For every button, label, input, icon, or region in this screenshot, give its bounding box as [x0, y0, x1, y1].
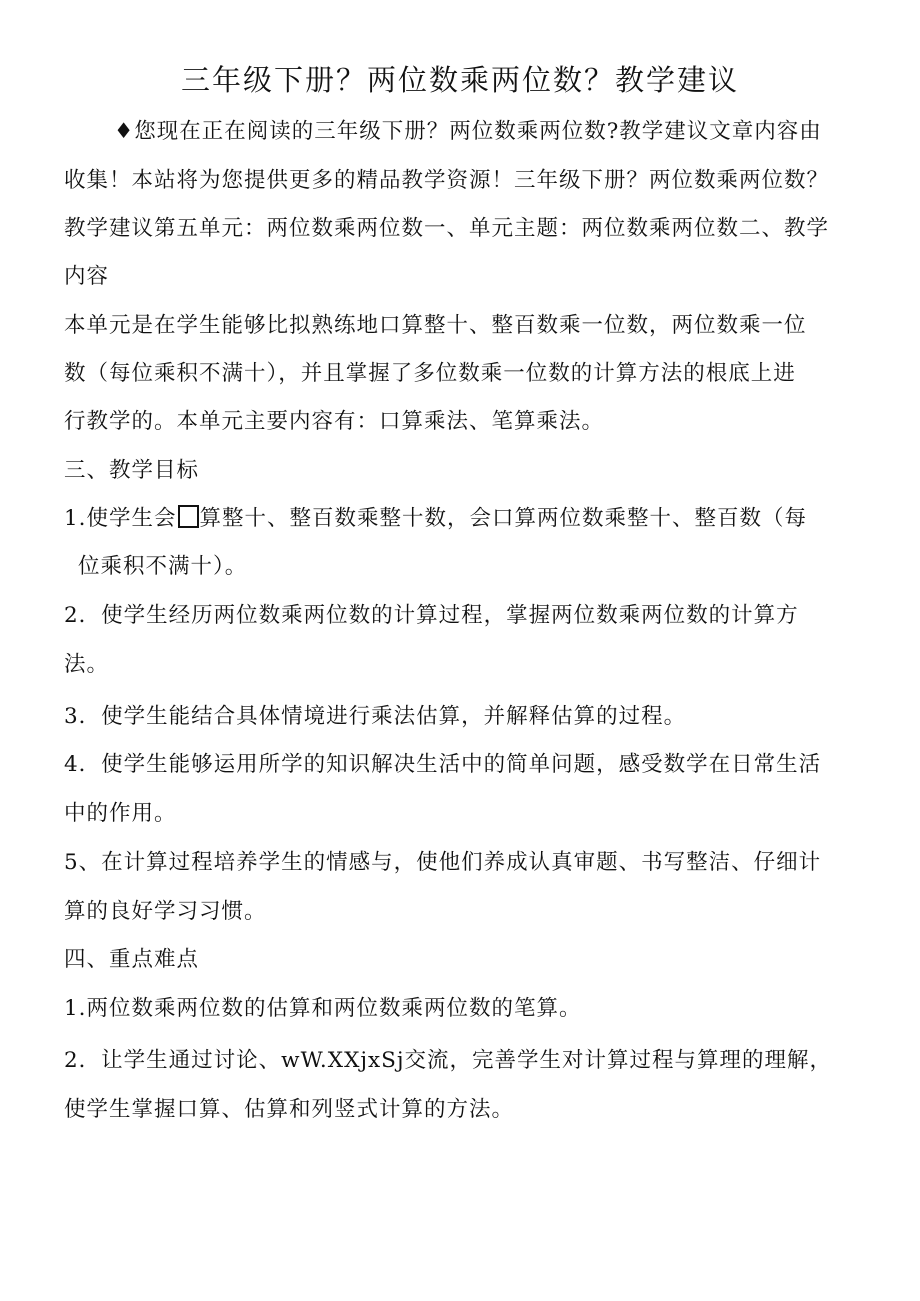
intro-line-3: 教学建议第五单元：两位数乘两位数一、单元主题：两位数乘两位数二、教学 — [64, 216, 830, 241]
section-heading-goals: 三、教学目标 — [64, 458, 200, 483]
key-point-2-line-2: 使学生掌握口算、估算和列竖式计算的方法。 — [64, 1097, 515, 1122]
content-line-1: 本单元是在学生能够比拟熟练地口算整十、整百数乘一位数，两位数乘一位 — [64, 313, 807, 338]
intro-line-4: 内容 — [64, 264, 110, 289]
goal-4-line-1: 4．使学生能够运用所学的知识解决生活中的简单问题，感受数学在日常生活 — [64, 752, 822, 777]
goal-1 — [64, 504, 807, 534]
key-point-2-line-1: 2．让学生通过讨论、wW.XXjxSj交流，完善学生对计算过程与算理的理解， — [64, 1048, 833, 1073]
goal-2-line-2: 法。 — [64, 652, 110, 677]
missing-glyph-box — [178, 505, 199, 528]
goal-5-line-1: 5、在计算过程培养学生的情感与，使他们养成认真审题、书写整洁、仔细计 — [64, 850, 822, 875]
document-title: 三年级下册？两位数乘两位数？教学建议 — [180, 63, 739, 97]
goal-5-line-2: 算的良好学习习惯。 — [64, 899, 267, 924]
goal-1-suffix: 算整十、整百数乘整十数，会口算两位数乘整十、整百数（每 — [199, 506, 808, 531]
intro-line-2: 收集！本站将为您提供更多的精品教学资源！三年级下册？两位数乘两位数？ — [64, 168, 830, 193]
goal-1-prefix: 1.使学生会 — [64, 506, 177, 531]
intro-line-1: ♦您现在正在阅读的三年级下册？两位数乘两位数?教学建议文章内容由 — [114, 119, 822, 144]
key-point-1: 1.两位数乘两位数的估算和两位数乘两位数的笔算。 — [64, 996, 582, 1021]
goal-3: 3．使学生能结合具体情境进行乘法估算，并解释估算的过程。 — [64, 704, 687, 729]
section-heading-key-points: 四、重点难点 — [64, 947, 200, 972]
goal-4-line-2: 中的作用。 — [64, 801, 177, 826]
goal-2-line-1: 2．使学生经历两位数乘两位数的计算过程，掌握两位数乘两位数的计算方 — [64, 603, 799, 628]
content-line-3: 行教学的。本单元主要内容有：口算乘法、笔算乘法。 — [64, 409, 605, 434]
content-line-2: 数（每位乘积不满十），并且掌握了多位数乘一位数的计算方法的根底上进 — [64, 361, 796, 386]
goal-1-cont: 位乘积不满十）。 — [78, 554, 248, 579]
